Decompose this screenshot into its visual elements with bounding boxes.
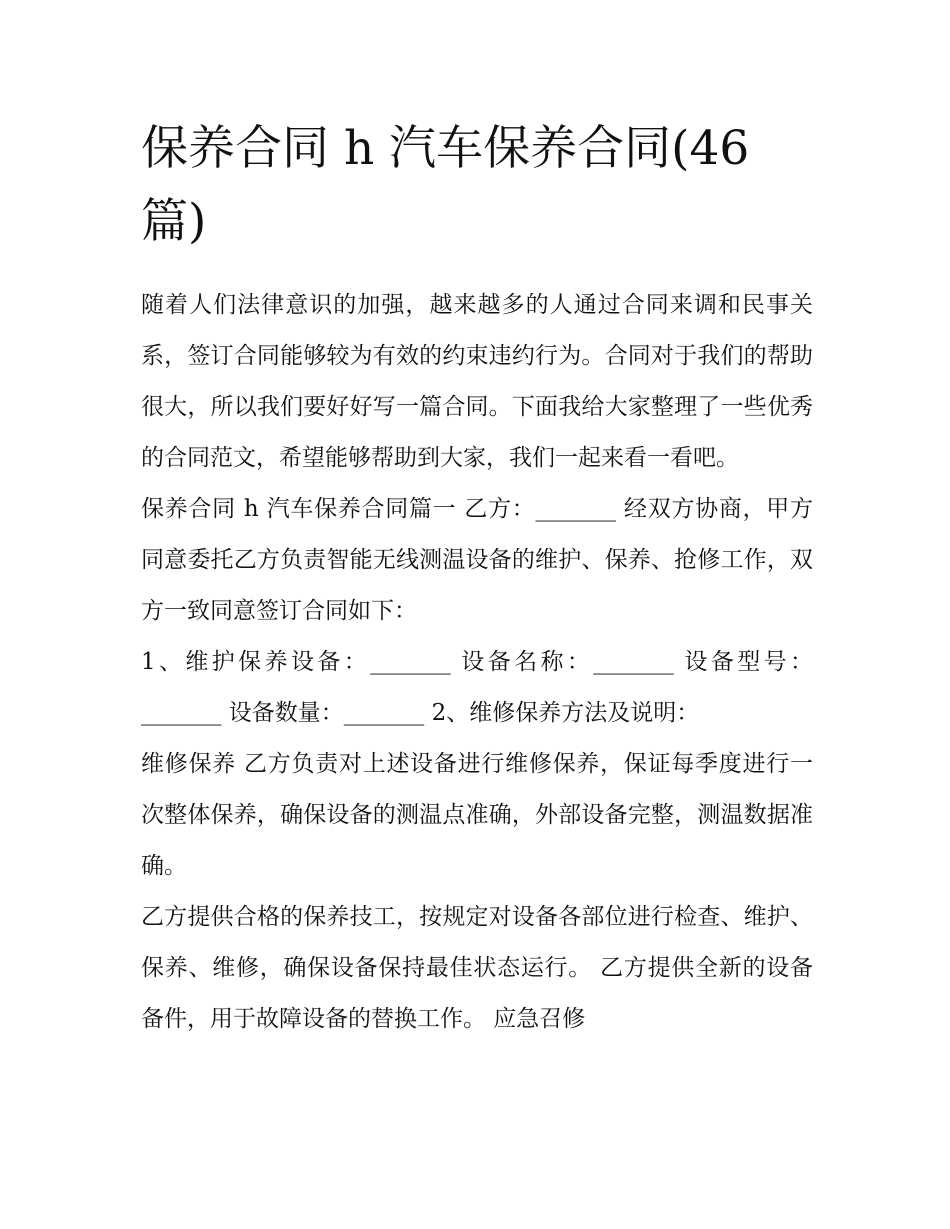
document-body [141,112,813,1045]
paragraph-contract-opening: 保养合同 h 汽车保养合同篇一 乙方：_______ 经双方协商，甲方同意委托乙方负责智能无线测温设备的维护、保养、抢修工作，双方一致同意签订合同如下： [141,496,813,624]
document-title: 保养合同 h 汽车保养合同(46 篇) [141,121,750,249]
paragraph-intro: 随着人们法律意识的加强，越来越多的人通过合同来调和民事关系，签订合同能够较为有效的约束违约行为。合同对于我们的帮助很大，所以我们要好好写一篇合同。下面我给大家整理了一些优秀的合同范文，希望能够帮助到大家，我们一起来看一看吧。 [141,292,813,471]
paragraph-technician-service: 乙方提供合格的保养技工，按规定对设备各部位进行检查、维护、保养、维修，确保设备保持最佳状态运行。 乙方提供全新的设备备件，用于故障设备的替换工作。 应急召修 [141,904,813,1032]
paragraph-equipment-list: 1、维护保养设备：_______ 设备名称：_______ 设备型号：_______ 设备数量：_______ 2、维修保养方法及说明： [141,649,813,726]
paragraph-maintenance-method: 维修保养 乙方负责对上述设备进行维修保养，保证每季度进行一次整体保养，确保设备的测温点准确，外部设备完整，测温数据准确。 [141,751,813,879]
